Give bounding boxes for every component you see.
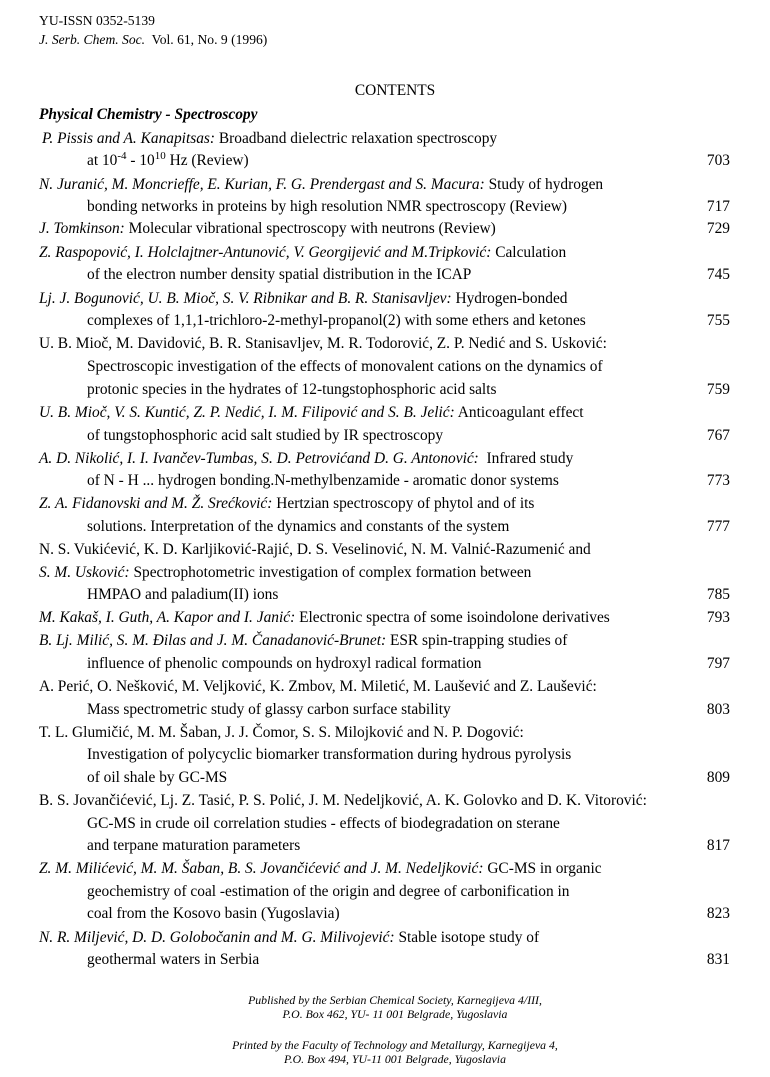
toc-entry-2-line-2: bonding networks in proteins by high resolution NMR spectroscopy (Review)	[87, 198, 568, 215]
toc-entry-15-line-3: and terpane maturation parameters	[87, 837, 301, 854]
toc-entry-16-line-1: Z. M. Milićević, M. M. Šaban, B. S. Jovančićević and J. M. Nedeljković: GC-MS in organic	[39, 860, 602, 877]
toc-page-number: 759	[706, 381, 730, 398]
toc-page-number: 823	[706, 905, 730, 922]
toc-entry-14-line-3: of oil shale by GC-MS	[87, 769, 228, 786]
toc-entry-13-authors: A. Perić, O. Nešković, M. Veljković, K. Zmbov, M. Miletić, M. Laušević and Z. Laušević:	[39, 678, 597, 695]
section-heading: Physical Chemistry - Spectroscopy	[39, 106, 258, 123]
issn: YU-ISSN 0352-5139	[39, 13, 155, 28]
toc-page-number: 717	[706, 198, 730, 215]
toc-entry-title: Broadband dielectric relaxation spectroscopy	[218, 130, 498, 147]
printer-note-line-2: P.O. Box 494, YU-11 001 Belgrade, Yugoslavia	[284, 1052, 506, 1066]
toc-entry-6-authors: U. B. Mioč, M. Davidović, B. R. Stanisavljev, M. R. Todorović, Z. P. Nedić and S. Usković:	[39, 335, 607, 352]
toc-page-number: 809	[706, 769, 730, 786]
toc-entry-9-line-1: Z. A. Fidanovski and M. Ž. Srećković: Hertzian spectroscopy of phytol and of its	[39, 495, 535, 512]
toc-entry-9-line-2: solutions. Interpretation of the dynamics and constants of the system	[87, 518, 510, 535]
page-title: CONTENTS	[354, 82, 436, 99]
publisher-note-line-2: P.O. Box 462, YU- 11 001 Belgrade, Yugoslavia	[282, 1007, 508, 1021]
toc-entry-6-line-2: Spectroscopic investigation of the effects of monovalent cations on the dynamics of	[87, 358, 603, 375]
toc-page-number: 755	[706, 312, 730, 329]
toc-entry-1-line-2: at $10^{-4} - 10^{10}$ Hz (Review)	[87, 150, 249, 169]
toc-entry-10-line-3: HMPAO and paladium(II) ions	[87, 586, 279, 603]
toc-entry-12-line-2: influence of phenolic compounds on hydroxyl radical formation	[87, 655, 482, 672]
toc-entry-12-line-1: B. Lj. Milić, S. M. Đilas and J. M. Čanadanović-Brunet: ESR spin-trapping studies of	[39, 632, 568, 649]
toc-entry-5-line-1: Lj. J. Bogunović, U. B. Mioč, S. V. Ribnikar and B. R. Stanisavljev: Hydrogen-bonded	[39, 290, 568, 307]
toc-entry-7-line-2: of tungstophosphoric acid salt studied by IR spectroscopy	[87, 427, 444, 444]
toc-entry-6-line-3: protonic species in the hydrates of 12-tungstophosphoric acid salts	[87, 381, 497, 398]
journal-citation	[39, 30, 267, 49]
toc-entry-14-line-2: Investigation of polycyclic biomarker transformation during hydrous pyrolysis	[87, 746, 572, 763]
toc-entry-10-line-2: S. M. Usković: Spectrophotometric investigation of complex formation between	[39, 564, 532, 581]
volume-info: Vol. 61, No. 9 (1996)	[151, 32, 268, 47]
toc-entry-1-line-1	[42, 129, 497, 149]
journal-header	[39, 11, 267, 49]
toc-entry-13-line-2: Mass spectrometric study of glassy carbon surface stability	[87, 701, 451, 718]
toc-page-number: 817	[706, 837, 730, 854]
toc-entry-8-line-2: of N - H ... hydrogen bonding.N-methylbenzamide - aromatic donor systems	[87, 472, 559, 489]
toc-entry-16-line-2: geochemistry of coal -estimation of the origin and degree of carbonification in	[87, 883, 570, 900]
toc-entry-11-line-1: M. Kakaš, I. Guth, A. Kapor and I. Janić: Electronic spectra of some isoindolone derivatives	[39, 609, 610, 626]
toc-page-number: 773	[706, 472, 730, 489]
toc-entry-17-line-2: geothermal waters in Serbia	[87, 951, 260, 968]
toc-page-number: 703	[706, 152, 730, 169]
toc-entry-4-line-1: Z. Raspopović, I. Holclajtner-Antunović, V. Georgijević and M.Tripković: Calculation	[39, 244, 567, 261]
toc-entry-7-line-1: U. B. Mioč, V. S. Kuntić, Z. P. Nedić, I. M. Filipović and S. B. Jelić: Anticoagulant effect	[39, 404, 584, 421]
toc-page-number: 797	[706, 655, 730, 672]
toc-page-number: 793	[706, 609, 730, 626]
toc-entry-3-line-1: J. Tomkinson: Molecular vibrational spectroscopy with neutrons (Review)	[39, 220, 496, 237]
toc-entry-15-line-2: GC-MS in crude oil correlation studies - effects of biodegradation on sterane	[87, 815, 560, 832]
toc-page-number: 785	[706, 586, 730, 603]
toc-entry-16-line-3: coal from the Kosovo basin (Yugoslavia)	[87, 905, 340, 922]
toc-entry-10-authors: N. S. Vukićević, K. D. Karljiković-Rajić, D. S. Veselinović, N. M. Valnić-Razumenić and	[39, 541, 591, 558]
journal-name: J. Serb. Chem. Soc.	[39, 32, 146, 47]
toc-page-number: 767	[706, 427, 730, 444]
toc-page-number: 803	[706, 701, 730, 718]
toc-entry-2-line-1: N. Juranić, M. Moncrieffe, E. Kurian, F. G. Prendergast and S. Macura: Study of hydrogen	[39, 176, 604, 193]
toc-page-number: 745	[706, 266, 730, 283]
toc-entry-17-line-1: N. R. Miljević, D. D. Golobočanin and M. G. Milivojević: Stable isotope study of	[39, 929, 540, 946]
toc-page-number: 777	[706, 518, 730, 535]
toc-entry-authors: P. Pissis and A. Kanapitsas:	[42, 130, 216, 147]
toc-page-number: 729	[706, 220, 730, 237]
printer-note-line-1: Printed by the Faculty of Technology and Metallurgy, Karnegijeva 4,	[232, 1038, 558, 1052]
toc-entry-4-line-2: of the electron number density spatial distribution in the ICAP	[87, 266, 472, 283]
toc-entry-5-line-2: complexes of 1,1,1-trichloro-2-methyl-propanol(2) with some ethers and ketones	[87, 312, 586, 329]
toc-entry-15-authors: B. S. Jovančićević, Lj. Z. Tasić, P. S. Polić, J. M. Nedeljković, A. K. Golovko and D. K. Vitorović:	[39, 792, 647, 809]
publisher-note-line-1: Published by the Serbian Chemical Society, Karnegijeva 4/III,	[248, 993, 542, 1007]
toc-entry-8-line-1: A. D. Nikolić, I. I. Ivančev-Tumbas, S. D. Petrovićand D. G. Antonović: Infrared study	[39, 450, 574, 467]
toc-page-number: 831	[706, 951, 730, 968]
toc-entry-14-authors: T. L. Glumičić, M. M. Šaban, J. J. Čomor, S. S. Milojković and N. P. Dogović:	[39, 724, 524, 741]
